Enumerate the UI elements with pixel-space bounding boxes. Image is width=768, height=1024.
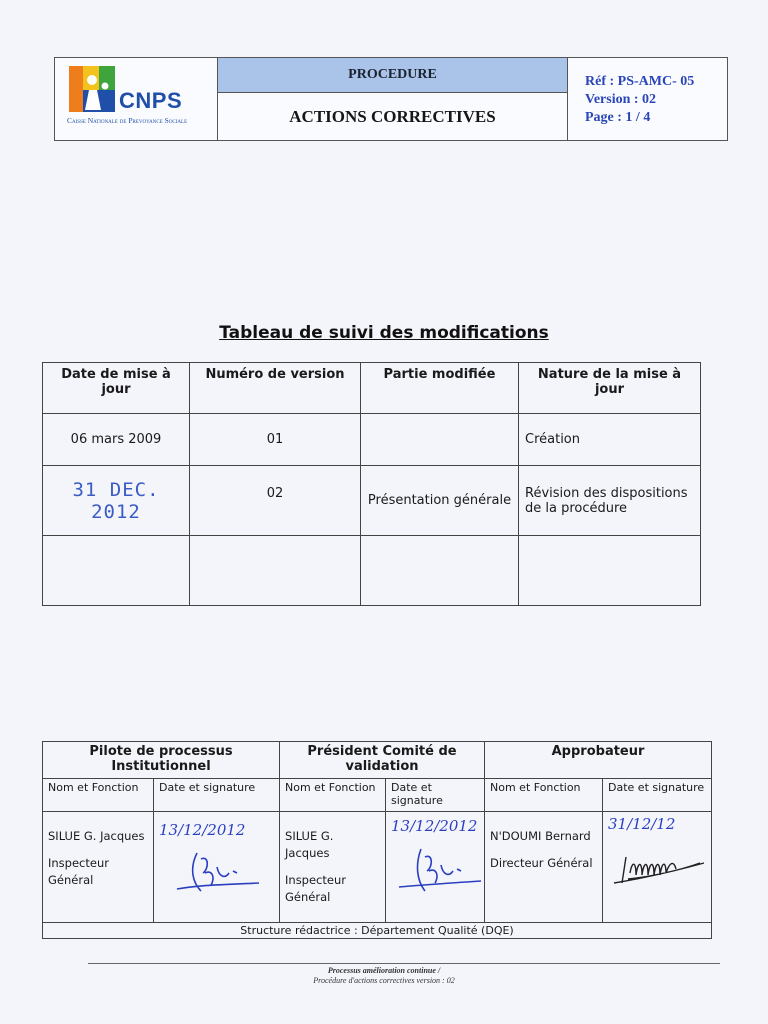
cell-nature — [519, 536, 701, 606]
cell-section — [361, 414, 519, 466]
footer-line-2: Procédure d'actions correctives version : 02 — [313, 976, 455, 985]
approver-date-signature — [603, 812, 712, 923]
table-row — [43, 466, 701, 536]
cell-date: 06 mars 2009 — [43, 414, 190, 466]
version-number: Version : 02 — [585, 92, 657, 107]
group-president: Président Comité de validation — [280, 742, 485, 779]
cell-nature: Révision des dispositions de la procédure — [519, 466, 701, 536]
reference-number: Réf : PS-AMC- 05 — [585, 74, 695, 89]
cnps-logo-icon — [67, 64, 117, 114]
logo-subtitle: Caisse Nationale de Prevoyance Sociale — [67, 116, 188, 125]
sub-header: Nom et Fonction — [43, 779, 154, 812]
cell-section — [361, 536, 519, 606]
reference-block — [585, 73, 694, 127]
document-header — [54, 57, 728, 141]
date-stamp: 31 DEC. 2012 — [43, 466, 190, 536]
pilot-role: Inspecteur Général — [48, 856, 109, 887]
page-number: Page : 1 / 4 — [585, 110, 651, 125]
approver-date: 31/12/12 — [608, 815, 676, 833]
pilot-name-role — [43, 812, 154, 923]
signature-icon — [391, 835, 486, 899]
logo-cell — [55, 58, 218, 140]
col-header-date: Date de mise à jour — [43, 363, 190, 414]
tracking-header-row — [43, 363, 701, 414]
signature-icon — [608, 833, 708, 897]
approver-role: Directeur Général — [490, 856, 593, 870]
tracking-title: Tableau de suivi des modifications — [219, 323, 549, 343]
col-header-section: Partie modifiée — [361, 363, 519, 414]
president-date-signature — [386, 812, 485, 923]
table-row — [43, 414, 701, 466]
president-name-role — [280, 812, 386, 923]
cell-version — [190, 536, 361, 606]
logo-wordmark: CNPS — [119, 88, 183, 113]
procedure-label: PROCEDURE — [218, 58, 567, 93]
cell-section: Présentation générale — [361, 466, 519, 536]
approver-name-role — [485, 812, 603, 923]
cell-version: 02 — [190, 466, 361, 536]
col-header-nature: Nature de la mise à jour — [519, 363, 701, 414]
title-cell — [218, 58, 568, 140]
pilot-name: SILUE G. Jacques — [48, 829, 145, 843]
footer-line-1: Processus amélioration continue / — [327, 966, 441, 975]
table-row — [43, 536, 701, 606]
cell-date — [43, 536, 190, 606]
group-pilot: Pilote de processus Institutionnel — [43, 742, 280, 779]
pilot-date: 13/12/2012 — [159, 821, 246, 839]
sub-header: Date et signature — [603, 779, 712, 812]
sub-header: Date et signature — [386, 779, 485, 812]
tracking-table — [42, 362, 701, 606]
sub-header: Nom et Fonction — [280, 779, 386, 812]
sub-header: Nom et Fonction — [485, 779, 603, 812]
cell-nature: Création — [519, 414, 701, 466]
approver-name: N'DOUMI Bernard — [490, 829, 591, 843]
cell-version: 01 — [190, 414, 361, 466]
col-header-version: Numéro de version — [190, 363, 361, 414]
drafting-structure: Structure rédactrice : Département Qualité (DQE) — [43, 923, 712, 939]
approval-table — [42, 741, 712, 939]
pilot-date-signature — [154, 812, 280, 923]
president-date: 13/12/2012 — [391, 817, 478, 835]
group-approver: Approbateur — [485, 742, 712, 779]
sub-header: Date et signature — [154, 779, 280, 812]
signature-icon — [159, 839, 269, 899]
president-role: Inspecteur Général — [285, 873, 346, 904]
document-title: ACTIONS CORRECTIVES — [289, 106, 496, 126]
president-name: SILUE G. Jacques — [285, 829, 334, 860]
footer-rule — [88, 963, 720, 964]
